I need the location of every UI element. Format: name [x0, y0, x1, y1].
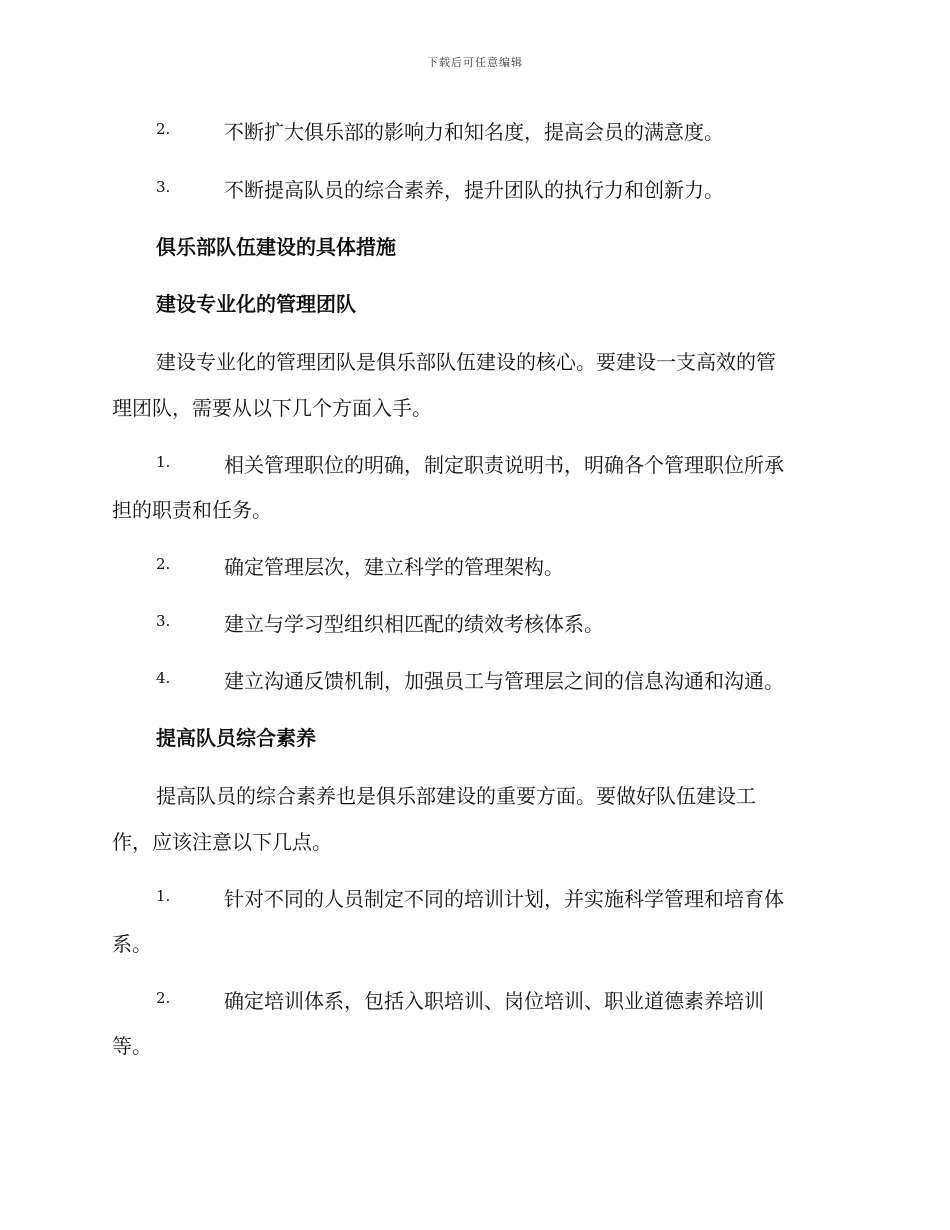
list-number: 1.: [156, 887, 171, 905]
list-text: 建立与学习型组织相匹配的绩效考核体系。: [224, 612, 604, 636]
paragraph-line: 作，应该注意以下几点。: [112, 830, 332, 854]
list-number: 3.: [156, 612, 171, 630]
section-heading: 俱乐部队伍建设的具体措施: [156, 235, 396, 259]
paragraph-line: 建设专业化的管理团队是俱乐部队伍建设的核心。要建设一支高效的管: [156, 350, 776, 374]
list-text: 相关管理职位的明确，制定职责说明书，明确各个管理职位所承: [224, 453, 784, 477]
list-number: 3.: [156, 178, 171, 196]
subsection-heading: 提高队员综合素养: [156, 726, 316, 750]
subsection-heading: 建设专业化的管理团队: [156, 292, 356, 316]
list-text: 针对不同的人员制定不同的培训计划，并实施科学管理和培育体: [224, 887, 784, 911]
list-number: 2.: [156, 555, 171, 573]
list-number: 4.: [156, 669, 171, 687]
paragraph-line: 提高队员的综合素养也是俱乐部建设的重要方面。要做好队伍建设工: [156, 784, 756, 808]
list-text-continuation: 担的职责和任务。: [112, 498, 272, 522]
list-number: 1.: [156, 453, 171, 471]
list-text-continuation: 等。: [112, 1034, 152, 1058]
list-number: 2.: [156, 989, 171, 1007]
paragraph-line: 理团队，需要从以下几个方面入手。: [112, 396, 432, 420]
list-text-continuation: 系。: [112, 932, 152, 956]
page-header: 下载后可任意编辑: [427, 56, 523, 69]
list-text: 确定管理层次，建立科学的管理架构。: [224, 555, 564, 579]
list-text: 建立沟通反馈机制，加强员工与管理层之间的信息沟通和沟通。: [224, 669, 784, 693]
list-text: 不断提高队员的综合素养，提升团队的执行力和创新力。: [224, 178, 724, 202]
list-text: 不断扩大俱乐部的影响力和知名度，提高会员的满意度。: [224, 120, 724, 144]
list-number: 2.: [156, 120, 171, 138]
list-text: 确定培训体系，包括入职培训、岗位培训、职业道德素养培训: [224, 989, 764, 1013]
